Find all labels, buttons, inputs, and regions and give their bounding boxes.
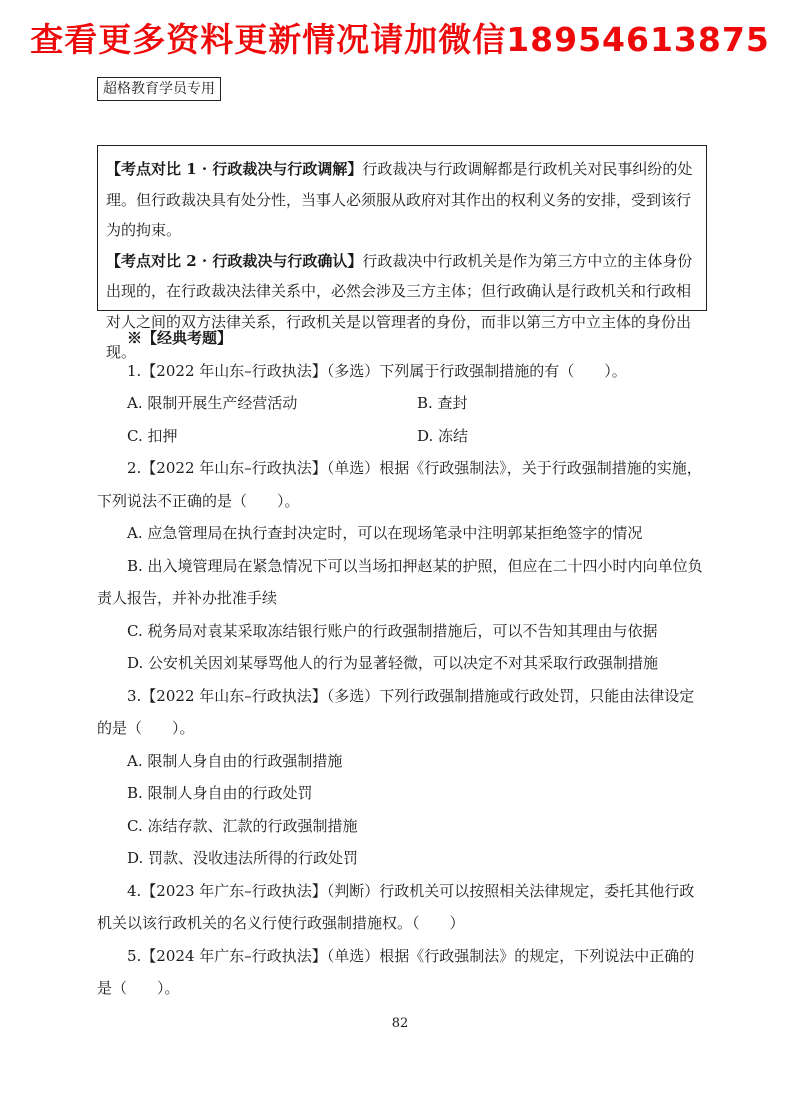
question-1-options-row-2	[97, 420, 707, 453]
question-1-options-row-1	[97, 387, 707, 420]
comparison-title-1: 【考点对比 1 · 行政裁决与行政调解】	[106, 160, 363, 178]
question-1-option-d: D. 冻结	[417, 426, 469, 445]
question-4-stem: 4.【2023 年广东–行政执法】（判断）行政机关可以按照相关法律规定，委托其他行政机关以该行政机关的名义行使行政强制措施权。（ ）	[97, 881, 695, 932]
questions-section	[97, 322, 707, 1005]
question-3-option-b: B. 限制人身自由的行政处罚	[127, 784, 313, 802]
comparison-text-2: 行政裁决中行政机关是作为第三方中立的主体身份出现的，在行政裁决法律关系中，必然会涉及三方主体；但行政确认是行政机关和行政相对人之间的双方法律关系，行政机关是以管理者的身份，而非以第三方中立主体的身份出现。	[106, 251, 693, 361]
question-2-option-b: B. 出入境管理局在紧急情况下可以当场扣押赵某的护照，但应在二十四小时内向单位负责人报告，并补办批准手续	[97, 556, 703, 607]
section-title: ※【经典考题】	[127, 329, 233, 347]
question-3-option-c: C. 冻结存款、汇款的行政强制措施	[127, 816, 358, 835]
question-5-stem: 5.【2024 年广东–行政执法】（单选）根据《行政强制法》的规定，下列说法中正确的是（ ）。	[97, 946, 695, 997]
question-1-option-b: B. 查封	[417, 394, 468, 412]
page-number: 82	[391, 1016, 409, 1031]
question-2-option-c: C. 税务局对袁某采取冻结银行账户的行政强制措施后，可以不告知其理由与依据	[127, 621, 658, 640]
question-1-option-a: A. 限制开展生产经营活动	[127, 394, 298, 412]
question-1-option-c: C. 扣押	[127, 426, 178, 445]
question-2-stem: 2.【2022 年山东–行政执法】（单选）根据《行政强制法》，关于行政强制措施的实施，下列说法不正确的是（ ）。	[97, 459, 702, 510]
question-3-option-a: A. 限制人身自由的行政强制措施	[127, 751, 343, 770]
question-2-option-a: A. 应急管理局在执行查封决定时，可以在现场笔录中注明郭某拒绝签字的情况	[127, 524, 643, 542]
question-3-option-d: D. 罚款、没收违法所得的行政处罚	[127, 849, 359, 867]
question-3-stem: 3.【2022 年山东–行政执法】（多选）下列行政强制措施或行政处罚，只能由法律设定的是（ ）。	[97, 686, 695, 737]
comparison-text-1: 行政裁决与行政调解都是行政机关对民事纠纷的处理。但行政裁决具有处分性，当事人必须服从政府对其作出的权利义务的安排，受到该行为的拘束。	[106, 160, 693, 239]
watermark-banner: 查看更多资料更新情况请加微信18954613875	[30, 20, 770, 59]
comparison-paragraph-1	[106, 154, 698, 246]
student-use-stamp: 超格教育学员专用	[97, 77, 221, 101]
question-2-option-d: D. 公安机关因刘某辱骂他人的行为显著轻微，可以决定不对其采取行政强制措施	[127, 654, 659, 672]
question-1-stem: 1.【2022 年山东–行政执法】（多选）下列属于行政强制措施的有（ ）。	[127, 361, 627, 380]
comparison-title-2: 【考点对比 2 · 行政裁决与行政确认】	[106, 251, 363, 270]
